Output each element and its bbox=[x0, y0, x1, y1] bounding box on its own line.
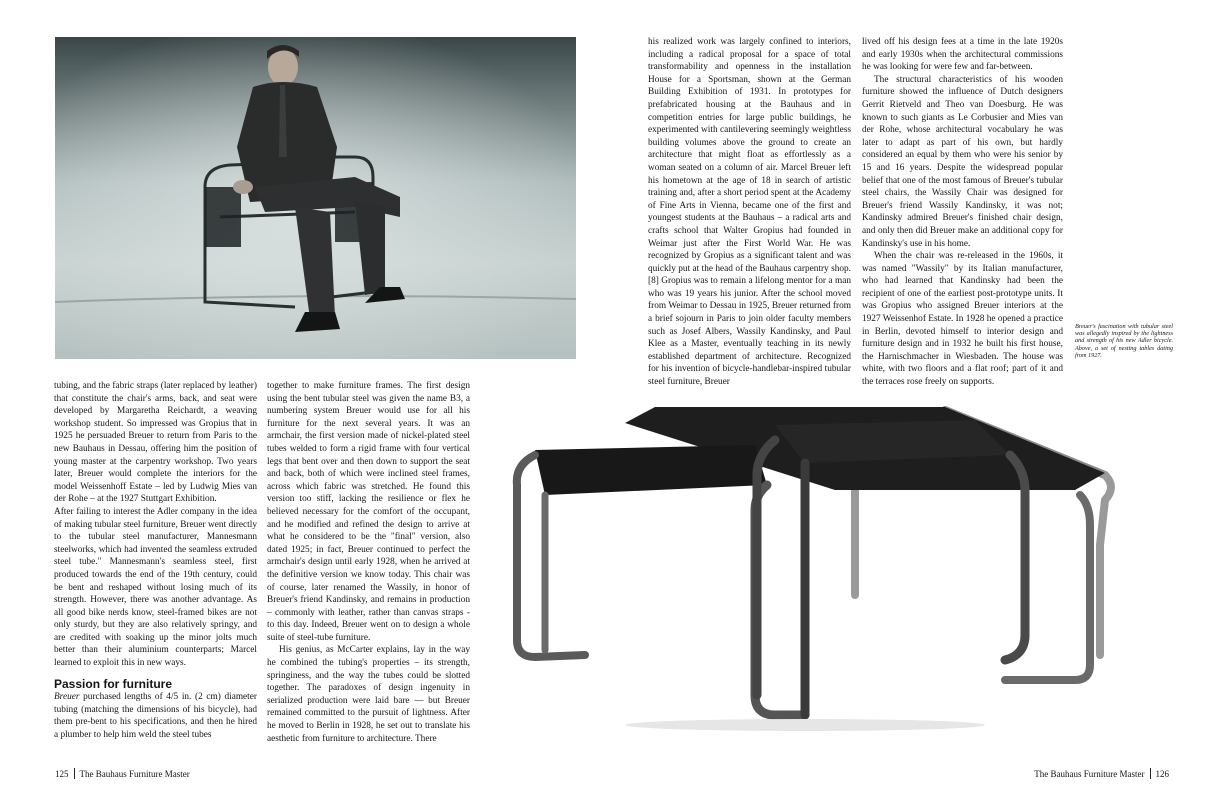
divider bbox=[74, 768, 75, 779]
article-column-bottom-2 bbox=[267, 380, 470, 745]
page-number: 126 bbox=[1155, 769, 1169, 779]
paragraph: together to make furniture frames. The first design using the bent tubular steel was given the name B3, a numbering system Breuer would use for all his furniture for the next several years. It was an armchair, the first version made of nickel-plated steel tubes welded to form a rigid frame with four vertical legs that bent over and then down to support the seat and back, both of which were inclined steel frames, across which fabric was stretched. He found this version too stiff, lacking the resilience or flex he believed necessary for the comfort of the occupant, and he modified and refined the design to arrive at what he considered to be the "final" version, also dated 1925; in fact, Breuer continued to perfect the armchair's design until early 1928, when he arrived at the definitive version we know today. This chair was of course, later renamed the Wassily, in honor of Breuer's friend Kandinsky, and remains in production – commonly with leather, rather than canvas straps - to this day. Indeed, Breuer went on to design a whole suite of steel-tube furniture. bbox=[267, 381, 470, 643]
paragraph: When the chair was re-released in the 1960s, it was named "Wassily" by its Italian manufacturer, who had learned that Kandinsky had been the recipient of one of the earliest post-prototype units. It was Gropius who assigned Breuer interiors at the 1927 Weissenhof Estate. In 1928 he opened a practice in Berlin, devoted himself to interior design and furniture design and in 1932 he built his first house, the Harnischmacher in Wiesbaden. The house was white, with two floors and a flat roof; part of it and the terraces rose freely on supports. bbox=[862, 251, 1063, 388]
article-column-bottom-1 bbox=[54, 380, 257, 742]
running-title: The Bauhaus Furniture Master bbox=[1034, 769, 1145, 779]
paragraph: His genius, as McCarter explains, lay in the way he combined the tubing's properties – its strength, springiness, and the way the tubes could be slotted together. The paradoxes of design ingenuity in serialized production were laid bare — but Breuer remained committed to the pursuit of lightness. After he moved to Berlin in 1928, he set out to translate his aesthetic from furniture to architecture. There bbox=[267, 645, 470, 744]
section-heading: Passion for furniture bbox=[54, 676, 173, 691]
paragraph: The structural characteristics of his wooden furniture showed the influence of Dutch designers Gerrit Rietveld and Theo van Doesburg. He was known to such giants as Le Corbusier and Mies van der Rohe, whose architectural vocabulary he was later to adapt as part of his own, but hardly considered an equal by them who were his senior by 15 and 16 years. Despite the widespread popular belief that one of the most famous of Breuer's tubular steel chairs, the Wassily Chair was designed for Breuer's friend Wassily Kandinsky, it was not; Kandinsky admired Breuer's finished chair design, and only then did Breuer make an additional copy for Kandinsky's use in his home. bbox=[862, 74, 1063, 249]
paragraph: lived off his design fees at a time in the late 1920s and early 1930s when the architectural commissions he was looking for were few and far-between. bbox=[862, 37, 1063, 73]
running-title: The Bauhaus Furniture Master bbox=[79, 769, 190, 779]
paragraph: his realized work was largely confined to interiors, including a radical proposal for a space of total transformability and openness in the installation House for a Sportsman, shown at the German Building Exhibition of 1931. In prototypes for prefabricated housing at the Bauhaus and in competition entries for large public buildings, he experimented with cantilevering seemingly weightless building volumes above the ground to create an architecture that might float as effortlessly as a woman seated on a column of air. Marcel Breuer left his hometown at the age of 18 in search of artistic training and, after a short period spent at the Academy of Fine Arts in Vienna, became one of the first and youngest students at the Bauhaus – a radical arts and crafts school that Walter Gropius had founded in Weimar just after the First World War. He was recognized by Gropius as a significant talent and was quickly put at the head of the Bauhaus carpentry shop.[8] Gropius was to remain a lifelong mentor for a man who was 19 years his junior. After the school moved from Weimar to Dessau in 1925, Breuer returned from a brief sojourn in Paris to join older faculty members such as Josef Albers, Wassily Kandinsky, and Paul Klee as a Master, eventually teaching in its newly established department of architecture. Recognized for his invention of bicycle-handlebar-inspired tubular steel furniture, Breuer bbox=[648, 37, 851, 388]
article-column-top-2 bbox=[862, 36, 1063, 389]
italic-name: Breuer bbox=[54, 692, 80, 703]
footer-right bbox=[1034, 768, 1169, 779]
breuer-portrait-photo bbox=[55, 37, 576, 359]
divider bbox=[1150, 768, 1151, 779]
page-number: 125 bbox=[55, 769, 69, 779]
article-column-top-1 bbox=[648, 36, 851, 389]
paragraph: tubing, and the fabric straps (later replaced by leather) that constitute the chair's arms, back, and seat were developed by Margaretha Reichardt, a weaving workshop student. So impressed was Gropius that in 1925 he persuaded Breuer to return from Paris to the new Bauhaus in Dessau, offering him the position of young master at the carpentry workshop. Two years later, Breuer would complete the interiors for the model Weissenhoff Estate – led by Ludwig Mies van der Rohe – at the 1927 Stuttgart Exhibition. bbox=[54, 381, 257, 505]
photo-caption: Breuer's fascination with tubular steel was allegedly inspired by the lightness and strength of his new Adler bicycle. Above, a set of nesting tables dating from 1927. bbox=[1075, 323, 1173, 359]
paragraph-text: purchased lengths of 4/5 in. (2 cm) diameter tubing (matching the dimensions of his bicycle), had them pre-bent to his specifications, and then he hired a plumber to help him weld the steel tubes bbox=[54, 692, 257, 741]
paragraph: After failing to interest the Adler company in the idea of making tubular steel furniture, Breuer went directly to the tubular steel manufacturer, Mannesmann steelworks, which had invented the seamless extruded steel tube." Mannesmann's seamless steel, first produced towards the end of the 19th century, could be bent and reshaped without losing much of its strength. However, there was another advantage. As all good bike nerds know, steel-framed bikes are not only sturdy, but they are also relatively springy, and are credited with soaking up the minor jolts much better than their aluminium counterparts; Marcel learned to exploit this in new ways. bbox=[54, 506, 257, 669]
footer-left bbox=[55, 768, 190, 779]
paragraph bbox=[54, 691, 257, 741]
nesting-tables-photo bbox=[505, 395, 1130, 740]
